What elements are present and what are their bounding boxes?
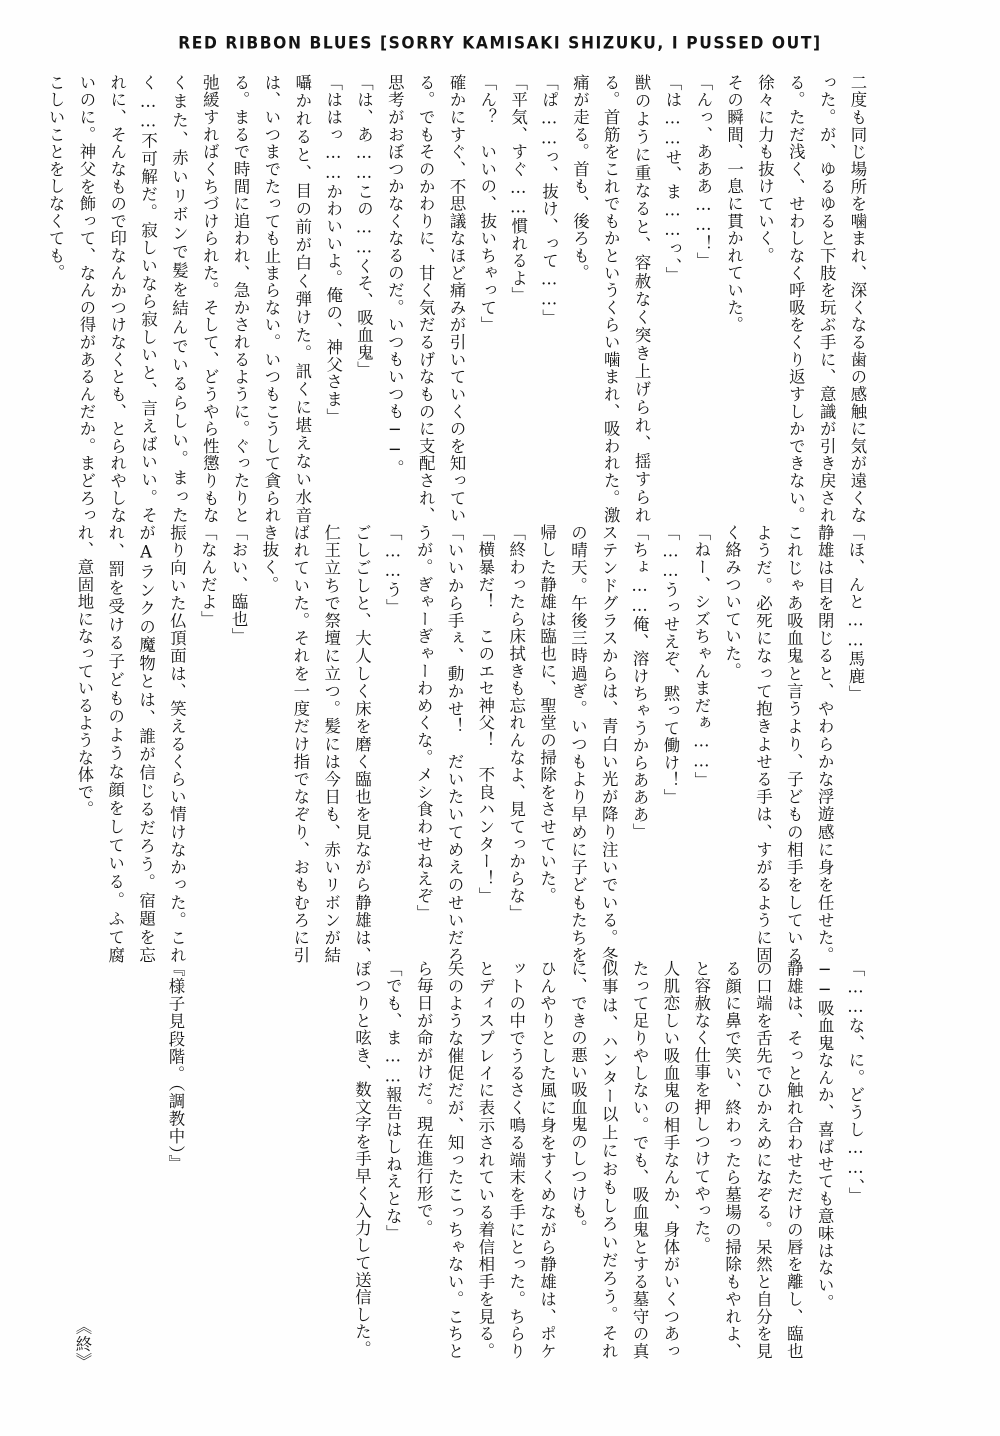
paragraph: 静雄は目を閉じると、やわらかな浮遊感に身を任せた。これじゃあ吸血鬼と言うより、子どもの相手をしているようだ。必死になって抱きよせる手は、すがるように固く絡みついていた。 — [722, 524, 835, 964]
closing-report-line: 『様子見段階。（調教中）』 — [166, 960, 185, 1173]
paragraph: 「……な、に。どうし……、」 — [846, 960, 865, 1205]
paragraph: 「いいから手ぇ、動かせ！ だいたいてめえのせいだろうが。ぎゃーぎゃーわめくな。メシ食わせねえぞ」 — [414, 524, 465, 964]
paragraph: ──吸血鬼なんか、喜ばせても意味はない。 — [815, 960, 835, 1312]
paragraph: 「……うっせえぞ、黙って働け！」 — [660, 524, 680, 806]
paragraph: 静雄は、そっと触れ合わせただけの唇を離し、臨也の口端を舌先でひかえめになぞる。呆然と自分を見る顔に鼻で笑い、終わったら墓場の掃除もやれよ、と容赦なく仕事を押しつけてやった。 — [691, 960, 804, 1360]
paragraph: 「終わったら床拭きも忘れんなよ、見てっからな」 — [506, 524, 526, 922]
paragraph: 二度も同じ場所を噛まれ、深くなる歯の感触に気が遠くなった。が、ゆるゆると下肢を玩ぶ手に、意識が引き戻される。ただ浅く、せわしなく呼吸をくり返すしかできない。徐々に力も抜けていく。 — [755, 74, 867, 524]
paragraph: 「……う」 — [383, 524, 403, 616]
paragraph: 「ねー、シズちゃんまだぁ……」 — [691, 524, 711, 789]
paragraph: 「ん？ いいの、抜いちゃって」 — [477, 74, 497, 334]
paragraph: ひんやりとした風に身をすくめながら静雄は、ポケットの中でうるさく鳴る端末を手にとった。ちらりとディスプレイに表示されている着信相手を見る。矢のような催促だが、知ったこっちゃない。こちとら毎日が命がけだ。現在進行形で。 — [414, 960, 557, 1360]
paragraph: 「平気、すぐ……慣れるよ」 — [508, 74, 528, 305]
page-title: RED RIBBON BLUES [SORRY KAMISAKI SHIZUKU, I PUSSED OUT] — [178, 33, 822, 53]
paragraph: 「ははっ……かわいいよ。俺の、神父さま」 — [323, 74, 343, 426]
paragraph: 確かにすぐ、不思議なほど痛みが引いていくのを知っている。でもそのかわりに、甘く気だるげなものに支配され、思考がおぼつかなくなるのだ。いつもいつも──。 — [385, 74, 467, 524]
paragraph: 「横暴だ！ このエセ神父！ 不良ハンター！」 — [475, 524, 495, 905]
paragraph: 囁かれると、目の前が白く弾けた。訊くに堪えない水音は、いつまでたっても止まらない。いつもこうして貪られる。まるで時間に追われ、急かされるように。ぐったりと弛緩すればくちづけられた。そして、どうやら性懲りもなくまた、赤いリボンで髪を結んでいるらしい。まったく……不可解だ。寂しいなら寂しいと、言えばいい。それに、そんなもので印なんかつけなくとも、とられやしないのに。神父を飾って、なんの得があるんだか。まどろっこしいことをしなくても。 — [46, 74, 312, 524]
text-block-opening — [46, 74, 872, 524]
paragraph: 「でも、ま……報告はしねえとな」 — [383, 960, 403, 1242]
paragraph: 「おい、臨也」 — [229, 524, 249, 646]
paragraph: 「ぱ……っ、抜け、って……」 — [539, 74, 559, 327]
paragraph: ぽつりと呟き、数文字を手早く入力して送信した。 — [352, 960, 372, 1358]
paragraph: 振り向いた仏頂面は、笑えるくらい情けなかった。これがAランクの魔物とは、誰が信じるだろう。宿題を忘れ、罰を受ける子どものような顔をしている。ふて腐れ、意固地になっているような体で。 — [74, 524, 187, 964]
text-block-chapel — [74, 524, 870, 964]
text-block-closing — [350, 960, 870, 1360]
paragraph: 獣のように重なると、容赦なく突き上げられ、揺すられる。首筋をこれでもかというくらい噛まれ、吸われた。激痛が走る。首も、後ろも。 — [570, 74, 652, 524]
paragraph: 「なんだよ」 — [198, 524, 218, 628]
paragraph: 「は……せ、ま……っ、」 — [662, 74, 682, 284]
paragraph: ステンドグラスからは、青白い光が降り注いでいる。冬の晴天。午後三時過ぎ。いつもより早めに子どもたちを帰した静雄は臨也に、聖堂の掃除をさせていた。 — [537, 524, 619, 964]
paragraph: ごしごしと、大人しく床を磨く臨也を見ながら静雄は、仁王立ちで祭壇に立つ。髪には今日も、赤いリボンが結ばれていた。それを一度だけ指でなぞり、おもむろに引き抜く。 — [259, 524, 372, 964]
paragraph: 「ちょ……俺、溶けちゃうからあああ」 — [630, 524, 650, 841]
paragraph: その瞬間、一息に貫かれていた。 — [724, 74, 744, 334]
paragraph: 「ほ、んと……馬鹿」 — [846, 524, 865, 703]
paragraph: 人肌恋しい吸血鬼の相手なんか、身体がいくつあったって足りやしない。でも、吸血鬼とする墓守の真似事は、ハンター以上におもしろいだろう。それに、できの悪い吸血鬼のしつけも。 — [568, 960, 680, 1360]
end-mark: 《終》 — [73, 1318, 92, 1371]
paragraph: 「んっ、あああ……！」 — [693, 74, 713, 270]
paragraph: 「は、あ……この……くそ、吸血鬼」 — [354, 74, 374, 379]
